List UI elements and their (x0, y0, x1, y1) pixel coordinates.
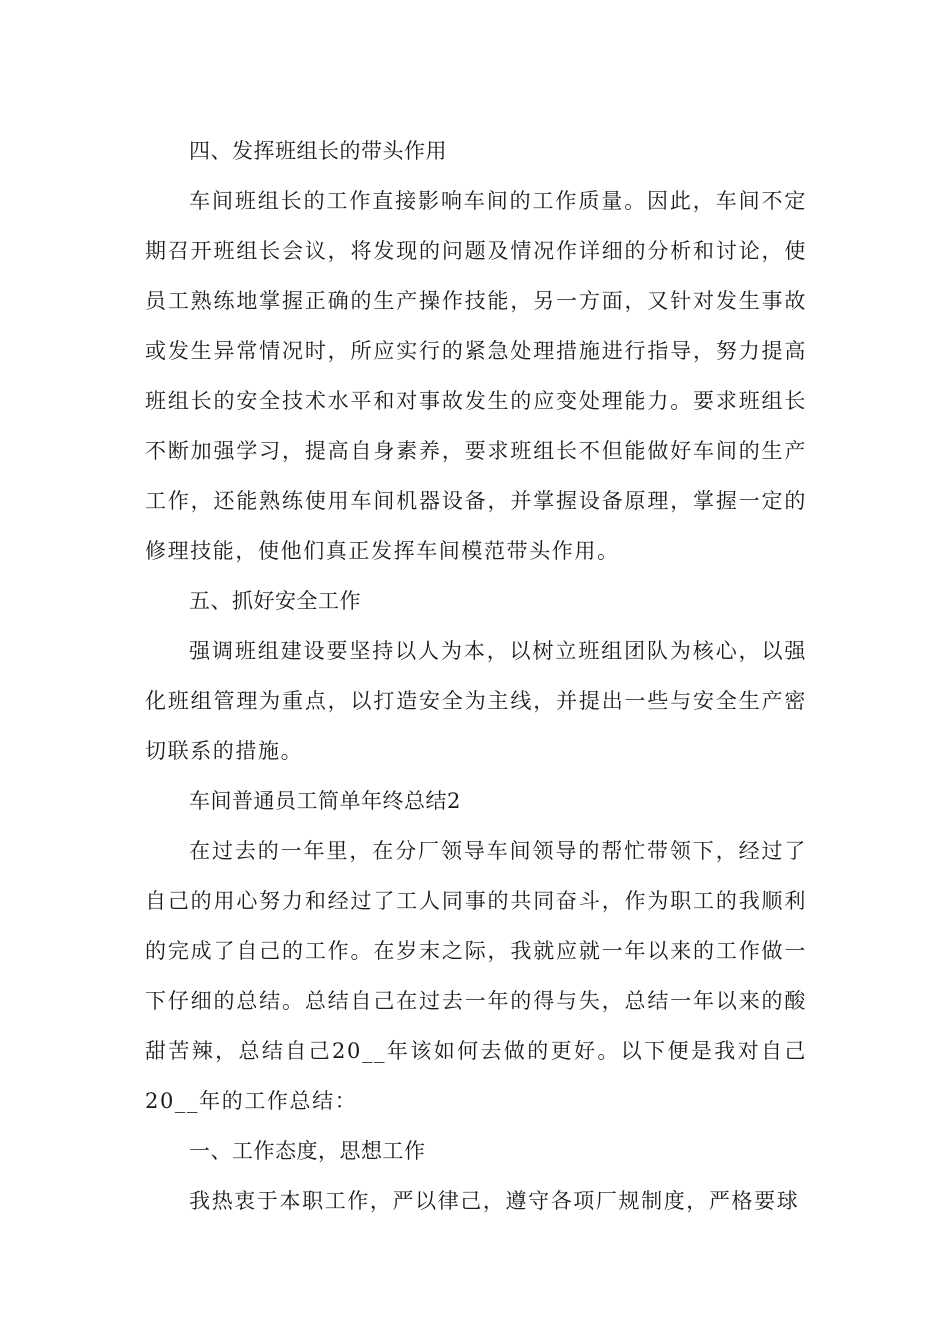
section-5-paragraph: 强调班组建设要坚持以人为本，以树立班组团队为核心，以强化班组管理为重点，以打造安全为主线，并提出一些与安全生产密切联系的措施。 (145, 639, 807, 763)
section-5-heading: 五、抓好安全工作 (189, 589, 361, 613)
section-4-heading: 四、发挥班组长的带头作用 (189, 139, 447, 163)
summary-2-title: 车间普通员工简单年终总结2 (189, 789, 461, 813)
summary-2-intro-paragraph: 在过去的一年里，在分厂领导车间领导的帮忙带领下，经过了自己的用心努力和经过了工人同事的共同奋斗，作为职工的我顺利的完成了自己的工作。在岁末之际，我就应就一年以来的工作做一下仔细的总结。总结自己在过去一年的得与失，总结一年以来的酸甜苦辣，总结自己20__年该如何去做的更好。以下便是我对自己20__年的工作总结： (145, 839, 807, 1113)
section-1-heading: 一、工作态度，思想工作 (189, 1139, 426, 1163)
section-1-paragraph: 我热衷于本职工作，严以律己，遵守各项厂规制度，严格要球 (189, 1189, 800, 1213)
document-body (145, 126, 807, 1226)
section-4-paragraph: 车间班组长的工作直接影响车间的工作质量。因此，车间不定期召开班组长会议，将发现的问题及情况作详细的分析和讨论，使员工熟练地掌握正确的生产操作技能，另一方面，又针对发生事故或发生异常情况时，所应实行的紧急处理措施进行指导，努力提高班组长的安全技术水平和对事故发生的应变处理能力。要求班组长不断加强学习，提高自身素养，要求班组长不但能做好车间的生产工作，还能熟练使用车间机器设备，并掌握设备原理，掌握一定的修理技能，使他们真正发挥车间模范带头作用。 (145, 189, 807, 563)
